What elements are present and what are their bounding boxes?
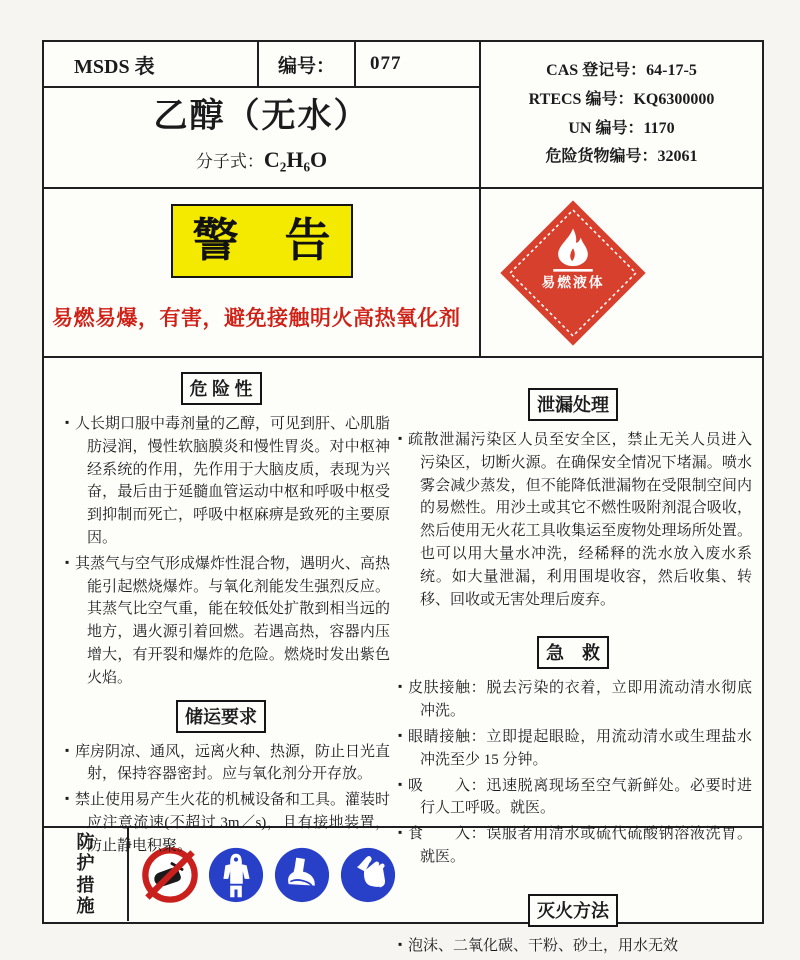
- section-title-leak: 泄漏处理: [528, 388, 618, 421]
- section-title-hazard: 危 险 性: [181, 372, 262, 405]
- hazard-statement: 易燃易爆，有害，避免接触明火高热氧化剂: [52, 306, 461, 330]
- hazard-item: ▪ 人长期口服中毒剂量的乙醇，可见到肝、心肌脂肪浸润，慢性软脑膜炎和慢性胃炎。对中枢神经系统的作用，先作用于大脑皮质，表现为兴奋，最后由于延髓血管运动中枢和呼吸中枢受到抑制而死亡，呼吸中枢麻痹是致死的主要原因。: [52, 413, 390, 550]
- storage-item: ▪ 禁止使用易产生火花的机械设备和工具。灌装时应注意流速(不超过 3m／s)，且有接地装置，防止静电积聚。: [52, 789, 390, 857]
- diamond-label: 易燃液体: [541, 274, 605, 290]
- right-column: [392, 358, 762, 954]
- molecular-formula: C₂H₆O: [263, 147, 328, 173]
- formula-label: 分子式：: [195, 152, 264, 172]
- signal-word: 警 告: [192, 215, 331, 266]
- first-aid-item: ▪ 眼睛接触：立即提起眼睑，用流动清水或生理盐水冲洗至少 15 分钟。: [394, 726, 752, 772]
- section-title-first-aid: 急 救: [537, 636, 609, 669]
- number-label: 编号：: [259, 42, 356, 88]
- substance-title-cell: [44, 88, 481, 189]
- identifier-block: [481, 42, 762, 189]
- dangerous-goods-number: 危险货物编号：32061: [545, 148, 698, 166]
- hazard-item: ▪ 其蒸气与空气形成爆炸性混合物，遇明火、高热能引起燃烧爆炸。与氧化剂能发生强烈反应。其蒸气比空气重，能在较低处扩散到相当远的地方，遇火源引着回燃。若遇高热，容器内压增大，有开裂和爆炸的危险。燃烧时发出紫色火焰。: [52, 553, 390, 690]
- signal-word-box: [171, 204, 353, 278]
- storage-item: ▪ 库房阴凉、通风，远离火种、热源，防止日光直射，保持容器密封。应与氧化剂分开存放。: [52, 741, 390, 787]
- hazard-diamond-cell: [481, 189, 762, 358]
- leak-item: ▪ 疏散泄漏污染区人员至安全区，禁止无关人员进入污染区，切断火源。在确保安全情况下堵漏。喷水雾会减少蒸发，但不能降低泄漏物在受限制空间内的易燃性。用沙土或其它不燃性吸附剂混合吸收，然后使用无火花工具收集运至废物处理场所处置。也可以用大量水冲洗，经稀释的洗水放入废水系统。如大量泄漏，利用围堤收容，然后收集、转移、回收或无害处理后废弃。: [394, 429, 752, 611]
- un-number: UN 编号：1170: [568, 119, 675, 137]
- first-aid-item: ▪ 皮肤接触：脱去污染的衣着，立即用流动清水彻底冲洗。: [394, 677, 752, 723]
- first-aid-item: ▪ 吸 入：迅速脱离现场至空气新鲜处。必要时进行人工呼吸。就医。: [394, 775, 752, 821]
- protection-label: 防护措施: [76, 832, 95, 916]
- fire-fighting-item: ▪ 泡沫、二氧化碳、干粉、砂土，用水无效: [394, 935, 752, 958]
- msds-sheet: [42, 40, 764, 954]
- flammable-liquid-diamond-icon: [489, 189, 657, 357]
- number-value: 077: [356, 42, 481, 88]
- form-title: MSDS 表: [44, 42, 259, 88]
- warning-cell: [44, 189, 481, 358]
- left-column: [44, 358, 392, 854]
- first-aid-item: ▪ 食 入：误服者用清水或硫代硫酸钠溶液洗胃。就医。: [394, 823, 752, 869]
- formula-line: [44, 147, 479, 173]
- section-title-storage: 储运要求: [176, 700, 266, 733]
- header-grid: [44, 42, 762, 358]
- rtecs-number: RTECS 编号：KQ6300000: [528, 90, 715, 108]
- section-title-fire-fighting: 灭火方法: [528, 894, 618, 927]
- cas-number: CAS 登记号：64-17-5: [546, 61, 697, 79]
- substance-name: 乙醇（无水）: [153, 98, 370, 135]
